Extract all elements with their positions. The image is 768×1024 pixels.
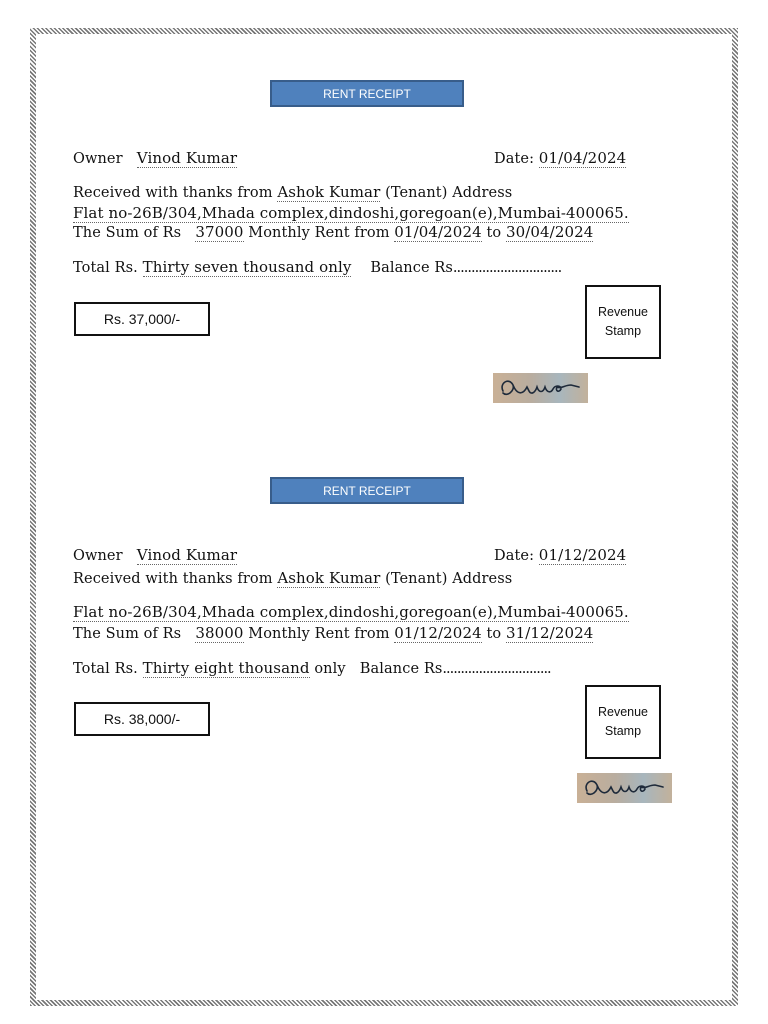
- received-text: Received with thanks from: [73, 185, 273, 201]
- address-line: [73, 204, 629, 222]
- total-words: Thirty eight thousand: [142, 659, 310, 677]
- receipt-title: RENT RECEIPT: [270, 477, 464, 504]
- total-label: Total Rs.: [73, 260, 138, 276]
- tenant-suffix: (Tenant) Address: [385, 571, 513, 587]
- tenant-address: Flat no-26B/304,Mhada complex,dindoshi,goregoan(e),Mumbai-400065.: [73, 603, 629, 621]
- to-label: to: [486, 626, 502, 642]
- sum-value: 37000: [195, 223, 244, 241]
- sum-line: [73, 624, 593, 642]
- amount-box: Rs. 37,000/-: [74, 302, 210, 336]
- address-line: [73, 603, 629, 621]
- balance-dots: ..............................: [442, 661, 551, 677]
- receipt-title: RENT RECEIPT: [270, 80, 464, 107]
- amount-box: Rs. 38,000/-: [74, 702, 210, 736]
- revenue-stamp-box: [585, 685, 661, 759]
- owner-name: Vinod Kumar: [136, 546, 238, 564]
- to-date: 31/12/2024: [505, 624, 594, 642]
- rent-receipt-1: [0, 0, 768, 400]
- tenant-name: Ashok Kumar: [277, 183, 381, 201]
- monthly-label: Monthly Rent from: [248, 626, 390, 642]
- receipt-date: 01/12/2024: [538, 546, 627, 564]
- rent-receipt-2: [0, 397, 768, 797]
- owner-line: [73, 546, 237, 564]
- balance-label: Balance Rs: [359, 661, 443, 677]
- stamp-line1: Revenue: [597, 305, 649, 319]
- tenant-address: Flat no-26B/304,Mhada complex,dindoshi,goregoan(e),Mumbai-400065.: [73, 204, 629, 222]
- owner-label: Owner: [73, 548, 123, 564]
- monthly-label: Monthly Rent from: [248, 225, 390, 241]
- revenue-stamp-box: [585, 285, 661, 359]
- owner-name: Vinod Kumar: [136, 149, 238, 167]
- received-line: [73, 183, 512, 201]
- stamp-line1: Revenue: [597, 705, 649, 719]
- stamp-line2: Stamp: [604, 324, 642, 338]
- from-date: 01/04/2024: [394, 223, 482, 241]
- to-date: 30/04/2024: [505, 223, 594, 241]
- date-line: [494, 546, 626, 564]
- owner-line: [73, 149, 237, 167]
- tenant-name: Ashok Kumar: [277, 569, 381, 587]
- stamp-line2: Stamp: [604, 724, 642, 738]
- date-label: Date:: [494, 548, 535, 564]
- signature-scribble: [577, 773, 672, 803]
- from-date: 01/12/2024: [394, 624, 482, 642]
- balance-dots: ..............................: [452, 260, 562, 276]
- tenant-suffix: (Tenant) Address: [385, 185, 513, 201]
- total-label: Total Rs.: [73, 661, 138, 677]
- received-text: Received with thanks from: [73, 571, 273, 587]
- sum-value: 38000: [195, 624, 244, 642]
- sum-label: The Sum of Rs: [73, 626, 182, 642]
- date-line: [494, 149, 626, 167]
- balance-label: Balance Rs: [370, 260, 453, 276]
- owner-label: Owner: [73, 151, 123, 167]
- sum-label: The Sum of Rs: [73, 225, 182, 241]
- total-words: Thirty seven thousand only: [142, 258, 352, 276]
- received-line: [73, 569, 512, 587]
- total-line: [73, 258, 561, 276]
- total-suffix: only: [314, 661, 346, 677]
- receipt-date: 01/04/2024: [538, 149, 627, 167]
- to-label: to: [486, 225, 502, 241]
- sum-line: [73, 223, 593, 241]
- signature-image: [577, 773, 672, 803]
- date-label: Date:: [494, 151, 535, 167]
- total-line: [73, 659, 551, 677]
